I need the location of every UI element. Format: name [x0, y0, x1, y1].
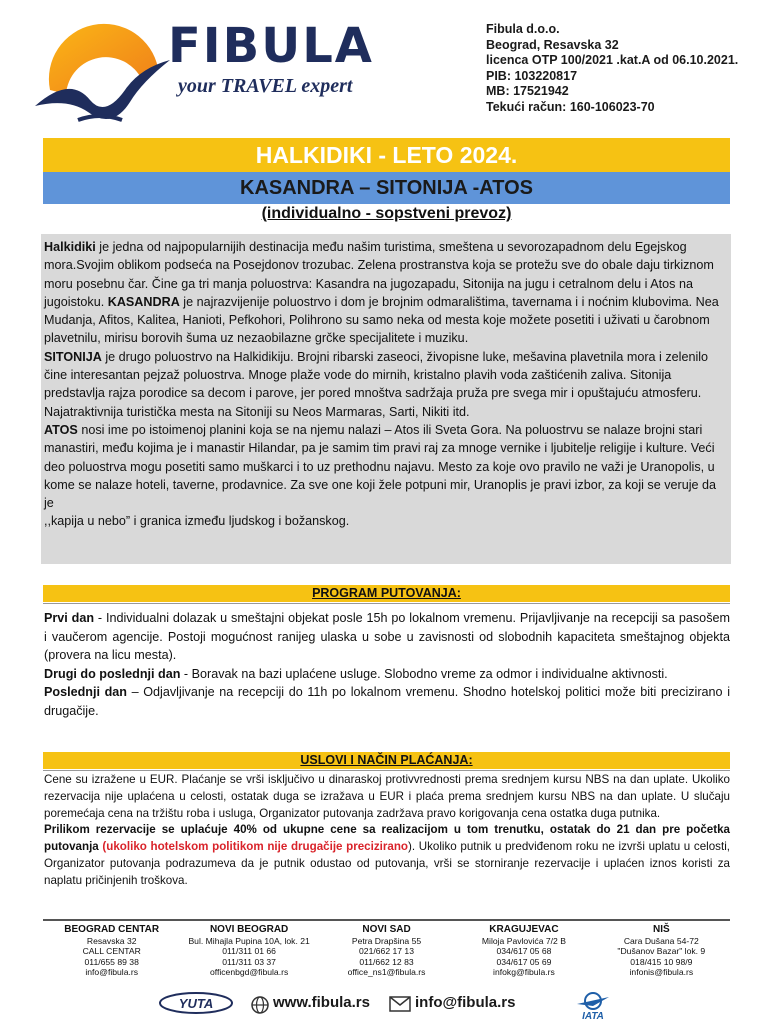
office-line: 018/415 10 98/9 [630, 956, 693, 967]
payment-heading: USLOVI I NAČIN PLAĆANJA: [43, 752, 730, 769]
travel-note: (individualno - sopstveni prevoz) [261, 205, 512, 222]
company-line: Tekući račun: 160-106023-70 [486, 99, 655, 114]
payment-text [44, 772, 730, 890]
day-text: - Individualni dolazak u smeštajni objekat posle 15h po lokalnom vremenu. Prijavljivanje na recepciji sa pasošem i vaučerom agencije. Postoji mogućnost ranijeg ulaska u sobe u zavisnosti od slobodnih kapaciteta smeštajnog objekta (provera na licu mesta). [44, 611, 730, 663]
day-label: Drugi do poslednji dan [44, 666, 181, 681]
office-city: BEOGRAD CENTAR [64, 924, 160, 935]
office-line: Petra Drapšina 55 [351, 936, 422, 946]
office-list [43, 924, 730, 977]
intro-text [44, 238, 728, 531]
office-city: NOVI SAD [362, 924, 411, 935]
company-info [486, 22, 738, 116]
program-divider [43, 603, 730, 604]
yuta-logo [151, 992, 241, 1018]
yuta-text: YUTA [178, 996, 214, 1011]
office-email[interactable]: office_ns1@fibula.rs [347, 966, 426, 977]
office-line: 034/617 05 68 [496, 946, 552, 957]
day-middle [44, 665, 730, 684]
program-text [44, 609, 730, 721]
office-line: CALL CENTAR [82, 946, 141, 957]
hotel-policy-note: (ukoliko hotelskom politikom nije drugačije precizirano [98, 840, 408, 854]
globe-icon [251, 996, 269, 1014]
office-line: Resavska 32 [86, 936, 137, 946]
iata-text: IATA [582, 1011, 604, 1020]
atos-text: nosi ime po istoimenoj planini koja se na njemu nalazi – Atos ili Sveta Gora. Na poluostrvu se nalaze brojni stari manastiri, među kojima je i manastir Hilandar, pa je samim tim pravi raj za mnoge vernike i ljubitelje religije i kulture. Veći deo poluostrva mogu posetiti samo muškarci i to uz prethodnu najavu. Mesto za koje ovo pravilo ne važi je Uranopolis, u kome se nalaze hoteli, taverne, prodavnice. Za sve one koji žele potpuni mir, Uranoplis je pravi izbor, za koji se veruje da je [44, 422, 717, 511]
office-line: Bul. Mihajla Pupina 10A, lok. 21 [188, 936, 310, 946]
office-line: Miloja Pavlovića 7/2 B [481, 936, 566, 946]
website-link[interactable]: www.fibula.rs [273, 994, 370, 1011]
office-email[interactable]: info@fibula.rs [85, 966, 139, 977]
company-line: PIB: 103220817 [486, 68, 578, 83]
brand-name: FIBULA [168, 18, 374, 74]
day-label: Prvi dan [44, 611, 95, 625]
office-line: 034/617 05 69 [496, 956, 552, 967]
sitonija-text: je drugo poluostrvo na Halkidikiju. Brojni ribarski zaseoci, živopisne luke, mešavina plavetnila mora i zelenilo čine interesantan pejzaž poluostrva. Mnoge plaže vode do mirnih, kristalno plavih voda zaštićenih zaliva. Sitonija predstavlja rajza porodice sa decom i parove, jer pored mnoštva sadržaja pruža pre svega mir i opuštajuću atmosferu. Najatraktivnija turistička mesta na Sitoniji su Neos Marmaras, Sarti, Nikiti itd. [44, 349, 709, 419]
intro-paragraph [44, 238, 728, 348]
day-first [44, 609, 730, 665]
mail-icon [389, 995, 411, 1013]
brand-tagline: your TRAVEL expert [178, 75, 353, 97]
company-line: Beograd, Resavska 32 [486, 37, 619, 52]
atos-label: ATOS [44, 422, 78, 437]
office-novi-sad [318, 924, 455, 977]
kasandra-label: KASANDRA [107, 294, 180, 309]
office-line: 011/655 89 38 [84, 956, 139, 967]
office-nis [593, 924, 730, 977]
company-line: Fibula d.o.o. [486, 22, 560, 36]
day-last [44, 683, 730, 720]
office-line: "Dušanov Bazar" lok. 9 [617, 946, 706, 957]
page-subtitle: KASANDRA – SITONIJA -ATOS [43, 172, 730, 204]
office-beograd-centar [43, 924, 180, 977]
page-title: HALKIDIKI - LETO 2024. [43, 138, 730, 172]
day-label: Poslednji dan [44, 685, 127, 700]
sitonija-label: SITONIJA [44, 349, 102, 364]
office-city: NIŠ [652, 924, 670, 935]
payment-text-span: ). Ukoliko putnik u predviđenom roku ne izvrši uplatu u celosti, Organizator putovanja podrazumeva da je putnik odustao od putovanja, vrši se storniranje rezervacije i uplaćen iznos koristi za naplatu pričinjenih troškova. [44, 840, 730, 887]
day-text: - Boravak na bazi uplaćene usluge. Slobodno vreme za odmor i individualne aktivnosti. [180, 666, 668, 681]
office-city: KRAGUJEVAC [489, 924, 559, 935]
closing-line: ,,kapija u nebo” i granica između ljudskog i božanskog. [44, 514, 350, 529]
office-kragujevac [455, 924, 592, 977]
program-heading: PROGRAM PUTOVANJA: [43, 585, 730, 602]
footer-bar [43, 990, 730, 1020]
deposit-text: Prilikom rezervacije se uplaćuje 40% od ukupne cene sa realizacijom u tom trenutku, ostatak do 21 dan pre početka putovanja [44, 823, 730, 854]
atos-paragraph [44, 421, 728, 512]
payment-paragraph [44, 822, 730, 889]
iata-logo [563, 992, 623, 1020]
intro-text-span: je jedna od najpopularnijih destinacija među našim turistima, smeštena u sevorozapadnom delu Egejskog mora.Svojim oblikom podseća na Posejdonov trozubac. Zelena prostranstva koja se protežu sve do obale daju tirkiznom moru posebnu čar. Čine ga tri manja poluostrva: Kasandra na jugozapadu, Sitonija na jugu i cetralnom delu i Atos na jugoistoku. [44, 240, 714, 309]
halkidiki-label: Halkidiki [44, 240, 96, 254]
office-city: NOVI BEOGRAD [209, 924, 289, 935]
email-link[interactable]: info@fibula.rs [415, 994, 516, 1011]
office-email[interactable]: infokg@fibula.rs [493, 966, 555, 977]
office-line: 021/662 17 13 [359, 946, 414, 957]
footer-divider [43, 919, 730, 921]
office-line: 011/311 03 37 [222, 956, 276, 967]
fibula-logo [30, 20, 180, 125]
payment-paragraph: Cene su izražene u EUR. Plaćanje se vrši isključivo u dinaraskoj protivvrednosti prema srednjem kursu NBS na dan uplate. Ukoliko rezervacija nije uplaćena u celosti, ostatak duga se izražava u EUR i plaća prema srednjem kursu NBS na dan uplate. U slučaju poremećaja cena na tržištu roba i usluga, Organizator putovanja zadržava pravo korigovanja cena ostatka duga putnika. [44, 773, 730, 820]
office-line: Cara Dušana 54-72 [623, 936, 699, 946]
sitonija-paragraph [44, 348, 728, 421]
office-email[interactable]: infonis@fibula.rs [629, 966, 694, 977]
office-line: 011/311 01 66 [222, 946, 276, 957]
office-novi-beograd [180, 924, 317, 977]
office-line: 011/662 12 83 [359, 956, 414, 967]
company-line: MB: 17521942 [486, 84, 569, 99]
company-line: licenca OTP 100/2021 .kat.A od 06.10.2021. [486, 53, 739, 68]
office-email[interactable]: officenbgd@fibula.rs [209, 966, 289, 977]
day-text: – Odjavljivanje na recepciji do 11h po lokalnom vremenu. Shodno hotelskoj politici može biti precizirano i drugačije. [44, 685, 730, 718]
intro-text-span: je najrazvijenije poluostrvo i dom je brojnim odmaralištima, tavernama i i noćnim klubovima. Nea Mudanja, Afitos, Kalitea, Hanioti, Pefkohori, Polihrono su samo neka od mesta koje možete posetiti i uživati u čarobnom plavetnilu, mirisu borovih šuma uz nezaobilazne grčke specijalitete i muziku. [44, 294, 719, 346]
payment-divider [43, 770, 730, 771]
